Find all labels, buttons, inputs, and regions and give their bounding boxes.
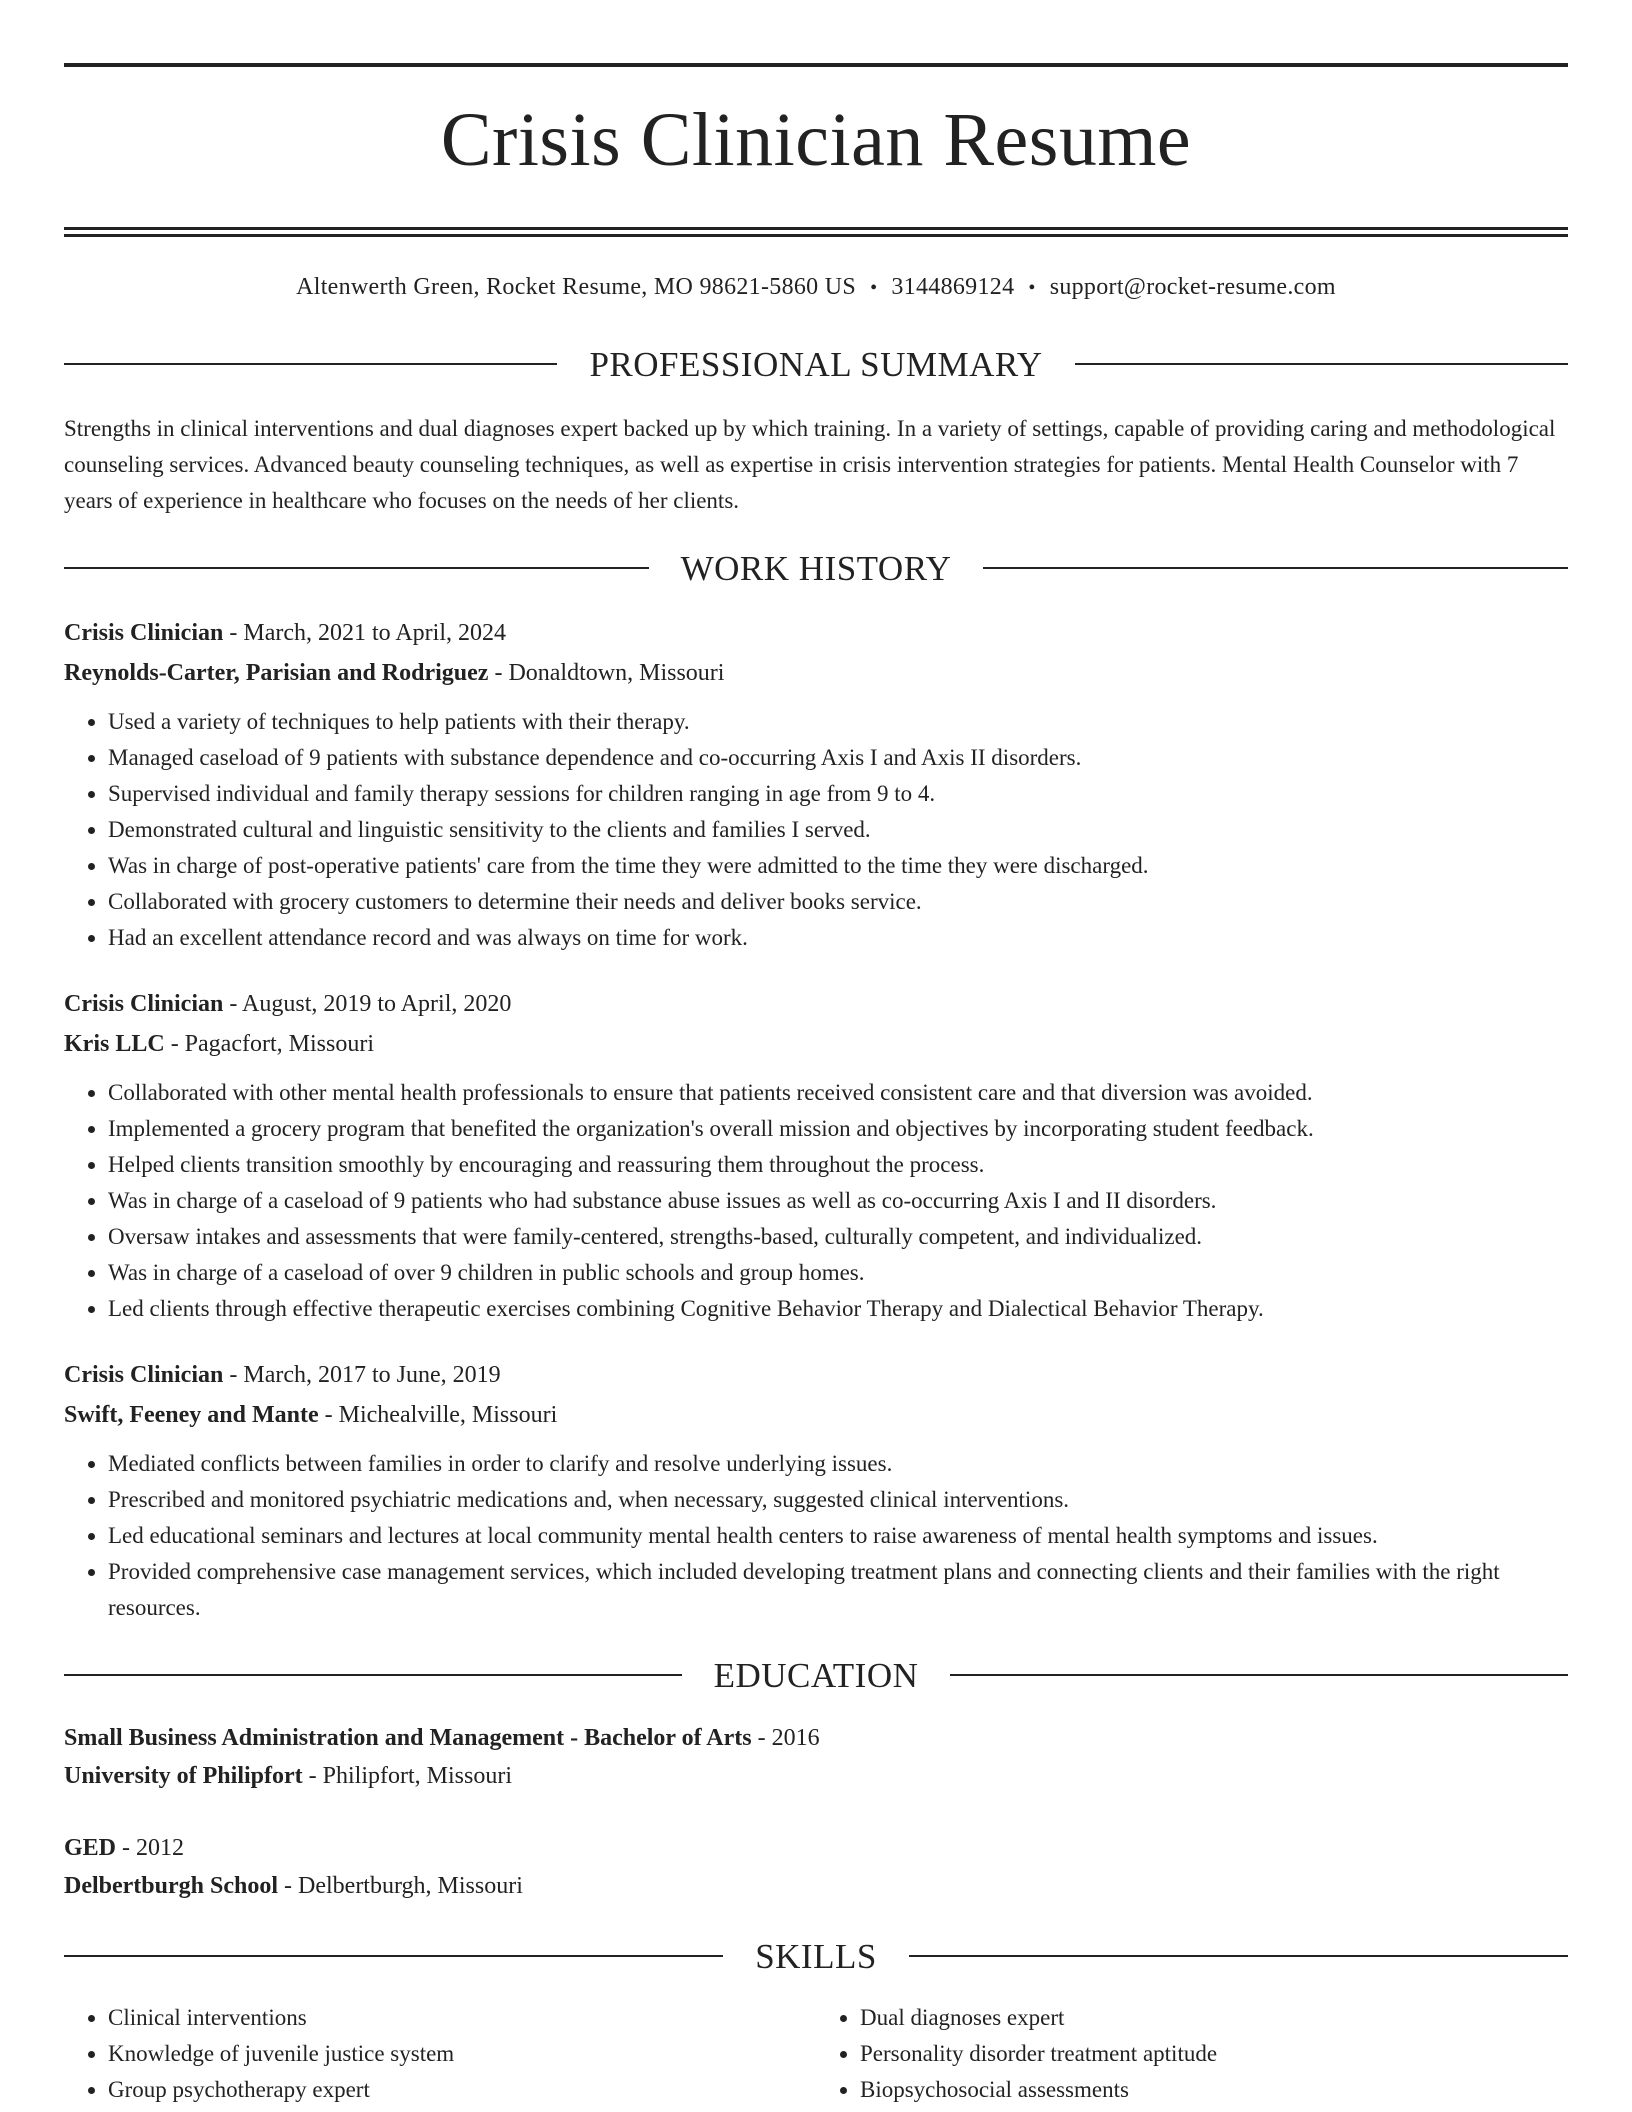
education-year: - 2012 [116, 1834, 185, 1861]
contact-separator: • [870, 276, 878, 299]
job-bullet: • Helped clients transition smoothly by encouraging and reassuring them throughout the process. [108, 1147, 1568, 1183]
title-double-rule [64, 227, 1568, 237]
education-entry [64, 1829, 1568, 1905]
job-dates: - March, 2021 to April, 2024 [223, 619, 506, 646]
skill-item: • Group psychotherapy expert [108, 2072, 816, 2108]
heading-rule-right [950, 1674, 1568, 1676]
education-location: - Delbertburgh, Missouri [278, 1872, 523, 1899]
contact-phone: 3144869124 [891, 273, 1015, 300]
job-bullet: • Had an excellent attendance record and was always on time for work. [108, 920, 1568, 956]
job-bullet: • Was in charge of a caseload of 9 patients who had substance abuse issues as well as co-occurring Axis I and II disorders. [108, 1183, 1568, 1219]
job-title-line [64, 984, 1568, 1024]
skill-item: • Knowledge of juvenile justice system [108, 2036, 816, 2072]
contact-separator: • [1028, 276, 1036, 299]
skills-list-left [64, 2000, 816, 2108]
job-bullet: • Led clients through effective therapeutic exercises combining Cognitive Behavior Therapy and Dialectical Behavior Therapy. [108, 1291, 1568, 1327]
job-bullet: • Provided comprehensive case management services, which included developing treatment plans and connecting clients and their families with the right resources. [108, 1554, 1568, 1626]
job-title: Crisis Clinician [64, 619, 224, 646]
job-entry [64, 613, 1568, 956]
education-school: Delbertburgh School [64, 1872, 279, 1899]
skills-heading [64, 1936, 1568, 1976]
education-heading [64, 1655, 1568, 1695]
education-year: - 2016 [751, 1724, 820, 1751]
job-title-line [64, 613, 1568, 653]
job-bullet: • Led educational seminars and lectures at local community mental health centers to raise awareness of mental health symptoms and issues. [108, 1518, 1568, 1554]
heading-rule-left [64, 363, 557, 365]
job-location: - Donaldtown, Missouri [488, 659, 725, 686]
heading-rule-left [64, 1674, 682, 1676]
skills-heading-label: SKILLS [755, 1936, 877, 1976]
work-history-heading [64, 548, 1568, 588]
contact-line [64, 275, 1568, 299]
education-degree: Small Business Administration and Management - Bachelor of Arts [64, 1724, 752, 1751]
job-location: - Pagacfort, Missouri [164, 1030, 374, 1057]
skill-item: • Clinical interventions [108, 2000, 816, 2036]
education-school-line [64, 1757, 1568, 1795]
job-dates: - March, 2017 to June, 2019 [223, 1361, 501, 1388]
skills-list-right [816, 2000, 1568, 2108]
job-bullet: • Prescribed and monitored psychiatric medications and, when necessary, suggested clinical interventions. [108, 1482, 1568, 1518]
job-bullet: • Supervised individual and family therapy sessions for children ranging in age from 9 to 4. [108, 776, 1568, 812]
education-school-line [64, 1867, 1568, 1905]
job-bullet: • Implemented a grocery program that benefited the organization's overall mission and objectives by incorporating student feedback. [108, 1111, 1568, 1147]
education-heading-label: EDUCATION [713, 1655, 919, 1695]
job-entry [64, 1355, 1568, 1626]
job-bullet: • Collaborated with other mental health professionals to ensure that patients received consistent care and that diversion was avoided. [108, 1075, 1568, 1111]
job-entry [64, 984, 1568, 1327]
job-title: Crisis Clinician [64, 1361, 224, 1388]
job-company: Reynolds-Carter, Parisian and Rodriguez [64, 659, 489, 686]
job-bullets [64, 1075, 1568, 1327]
summary-heading-label: PROFESSIONAL SUMMARY [589, 344, 1043, 384]
contact-email: support@rocket-resume.com [1049, 273, 1336, 300]
summary-text: Strengths in clinical interventions and dual diagnoses expert backed up by which training. In a variety of settings, capable of providing caring and methodological counseling services. Advanced beauty counseling techniques, as well as expertise in crisis intervention strategies for patients. Mental Health Counselor with 7 years of experience in healthcare who focuses on the needs of her clients. [64, 415, 1556, 513]
job-bullet: • Collaborated with grocery customers to determine their needs and deliver books service. [108, 884, 1568, 920]
top-rule [64, 63, 1568, 67]
job-bullet: • Demonstrated cultural and linguistic sensitivity to the clients and families I served. [108, 812, 1568, 848]
education-degree-line [64, 1829, 1568, 1867]
job-company-line [64, 1024, 1568, 1064]
education-location: - Philipfort, Missouri [302, 1762, 512, 1789]
skill-item: • Dual diagnoses expert [860, 2000, 1568, 2036]
heading-rule-right [983, 567, 1568, 569]
skills-column-left [64, 2000, 816, 2108]
skills-column-right [816, 2000, 1568, 2108]
skills-grid [64, 2000, 1568, 2108]
job-bullet: • Oversaw intakes and assessments that were family-centered, strengths-based, culturally competent, and individualized. [108, 1219, 1568, 1255]
job-company: Swift, Feeney and Mante [64, 1401, 319, 1428]
job-dates: - August, 2019 to April, 2020 [223, 990, 512, 1017]
heading-rule-left [64, 1955, 723, 1957]
job-title-line [64, 1355, 1568, 1395]
education-entry [64, 1719, 1568, 1795]
job-bullet: • Was in charge of post-operative patients' care from the time they were admitted to the time they were discharged. [108, 848, 1568, 884]
heading-rule-right [1075, 363, 1568, 365]
work-history-heading-label: WORK HISTORY [680, 548, 952, 588]
job-company: Kris LLC [64, 1030, 165, 1057]
job-title: Crisis Clinician [64, 990, 224, 1017]
resume-page [64, 0, 1568, 2108]
resume-title: Crisis Clinician Resume [440, 98, 1192, 182]
job-location: - Michealville, Missouri [318, 1401, 558, 1428]
skill-item: • Biopsychosocial assessments [860, 2072, 1568, 2108]
job-company-line [64, 1395, 1568, 1435]
job-bullet: • Managed caseload of 9 patients with substance dependence and co-occurring Axis I and Axis II disorders. [108, 740, 1568, 776]
job-bullet: • Mediated conflicts between families in order to clarify and resolve underlying issues. [108, 1446, 1568, 1482]
skill-item: • Personality disorder treatment aptitude [860, 2036, 1568, 2072]
summary-heading [64, 344, 1568, 384]
job-bullet: • Used a variety of techniques to help patients with their therapy. [108, 704, 1568, 740]
heading-rule-right [909, 1955, 1568, 1957]
contact-address: Altenwerth Green, Rocket Resume, MO 98621-5860 US [296, 273, 857, 300]
job-company-line [64, 653, 1568, 693]
education-school: University of Philipfort [64, 1762, 303, 1789]
job-bullet: • Was in charge of a caseload of over 9 children in public schools and group homes. [108, 1255, 1568, 1291]
education-degree-line [64, 1719, 1568, 1757]
job-bullets [64, 1446, 1568, 1626]
heading-rule-left [64, 567, 649, 569]
education-degree: GED [64, 1834, 117, 1861]
job-bullets [64, 704, 1568, 956]
